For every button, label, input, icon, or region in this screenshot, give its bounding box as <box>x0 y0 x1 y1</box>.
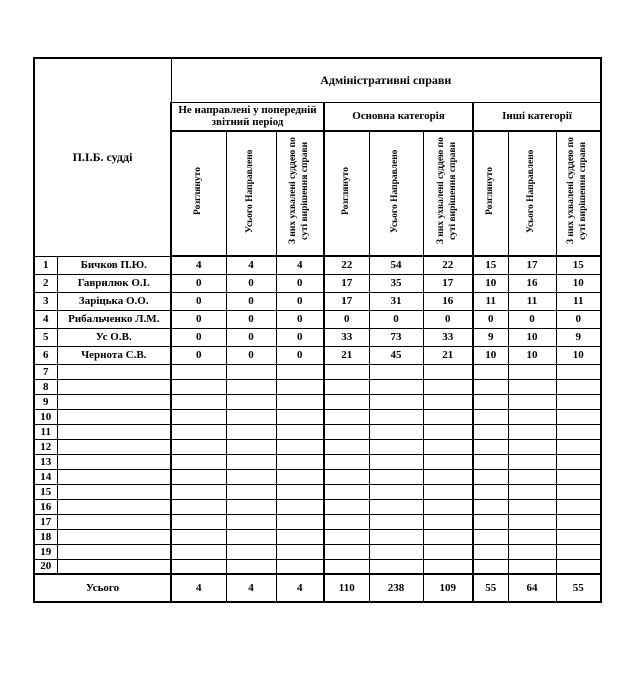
value-cell: 0 <box>276 328 324 346</box>
value-cell <box>473 499 508 514</box>
value-cell <box>556 469 601 484</box>
value-cell <box>473 529 508 544</box>
subcolumn-header-label: Розглянуто <box>340 167 351 215</box>
judge-name <box>57 364 171 379</box>
group-header-not-sent-previous-period: Не направлені у попередній звітний період <box>171 102 324 131</box>
administrative-cases-header: Адміністративні справи <box>171 58 601 102</box>
row-number: 2 <box>34 274 57 292</box>
value-cell <box>473 424 508 439</box>
value-cell <box>276 439 324 454</box>
group-header-main-category: Основна категорія <box>324 102 473 131</box>
subcolumn-header <box>276 131 324 256</box>
value-cell: 0 <box>369 310 423 328</box>
value-cell: 33 <box>423 328 473 346</box>
value-cell: 17 <box>324 292 369 310</box>
value-cell <box>276 394 324 409</box>
value-cell: 22 <box>324 256 369 274</box>
value-cell <box>324 424 369 439</box>
value-cell: 0 <box>473 310 508 328</box>
value-cell: 0 <box>276 346 324 364</box>
table-row <box>34 364 601 379</box>
row-number: 20 <box>34 559 57 574</box>
subcolumn-header <box>473 131 508 256</box>
value-cell <box>423 514 473 529</box>
value-cell <box>423 454 473 469</box>
table-body <box>34 256 601 574</box>
value-cell <box>556 424 601 439</box>
value-cell <box>508 559 556 574</box>
value-cell: 10 <box>556 274 601 292</box>
value-cell <box>473 559 508 574</box>
value-cell <box>171 394 226 409</box>
value-cell: 45 <box>369 346 423 364</box>
value-cell <box>171 484 226 499</box>
value-cell <box>556 544 601 559</box>
value-cell <box>508 424 556 439</box>
row-number: 11 <box>34 424 57 439</box>
value-cell <box>226 469 276 484</box>
value-cell <box>423 439 473 454</box>
value-cell <box>276 424 324 439</box>
value-cell <box>556 454 601 469</box>
value-cell <box>226 364 276 379</box>
value-cell <box>556 484 601 499</box>
value-cell: 0 <box>171 346 226 364</box>
value-cell: 0 <box>276 274 324 292</box>
row-number: 12 <box>34 439 57 454</box>
value-cell <box>423 379 473 394</box>
value-cell <box>226 394 276 409</box>
value-cell: 17 <box>508 256 556 274</box>
judge-name <box>57 454 171 469</box>
subcolumn-header-label: Усього Направлено <box>526 149 537 233</box>
row-number: 17 <box>34 514 57 529</box>
value-cell <box>324 559 369 574</box>
value-cell: 0 <box>226 274 276 292</box>
value-cell: 21 <box>324 346 369 364</box>
total-value-cell: 110 <box>324 574 369 602</box>
value-cell: 0 <box>171 274 226 292</box>
value-cell <box>324 364 369 379</box>
value-cell: 4 <box>171 256 226 274</box>
value-cell <box>508 529 556 544</box>
value-cell <box>423 409 473 424</box>
value-cell <box>171 514 226 529</box>
value-cell <box>508 514 556 529</box>
subcolumn-header <box>556 131 601 256</box>
value-cell <box>226 559 276 574</box>
total-value-cell: 4 <box>171 574 226 602</box>
row-number: 5 <box>34 328 57 346</box>
value-cell <box>423 424 473 439</box>
value-cell <box>423 559 473 574</box>
table-row <box>34 514 601 529</box>
value-cell: 0 <box>508 310 556 328</box>
total-row <box>34 574 601 602</box>
total-value-cell: 55 <box>556 574 601 602</box>
table-footer <box>34 574 601 602</box>
value-cell <box>473 454 508 469</box>
value-cell <box>171 469 226 484</box>
value-cell <box>423 364 473 379</box>
value-cell: 16 <box>423 292 473 310</box>
value-cell: 15 <box>473 256 508 274</box>
subcolumn-header <box>324 131 369 256</box>
value-cell <box>369 424 423 439</box>
value-cell <box>171 424 226 439</box>
table-row <box>34 256 601 274</box>
row-number: 4 <box>34 310 57 328</box>
table-row <box>34 499 601 514</box>
value-cell <box>171 409 226 424</box>
value-cell <box>556 559 601 574</box>
value-cell: 15 <box>556 256 601 274</box>
row-number: 7 <box>34 364 57 379</box>
row-number: 3 <box>34 292 57 310</box>
judge-name: Ус О.В. <box>57 328 171 346</box>
judge-name <box>57 529 171 544</box>
value-cell <box>324 469 369 484</box>
judge-name <box>57 394 171 409</box>
judge-name <box>57 514 171 529</box>
value-cell: 0 <box>171 328 226 346</box>
value-cell <box>171 454 226 469</box>
value-cell <box>226 499 276 514</box>
value-cell <box>276 379 324 394</box>
row-number: 14 <box>34 469 57 484</box>
value-cell <box>226 424 276 439</box>
table-row <box>34 346 601 364</box>
value-cell <box>508 544 556 559</box>
value-cell: 10 <box>556 346 601 364</box>
value-cell <box>473 439 508 454</box>
subcolumn-header-label: З них ухвалені суддею по суті вирішення справи <box>287 137 310 245</box>
value-cell <box>276 469 324 484</box>
value-cell: 4 <box>276 256 324 274</box>
value-cell <box>276 409 324 424</box>
value-cell <box>226 409 276 424</box>
value-cell <box>226 529 276 544</box>
value-cell <box>324 499 369 514</box>
value-cell <box>556 439 601 454</box>
judge-name: Бичков П.Ю. <box>57 256 171 274</box>
table-row <box>34 544 601 559</box>
value-cell: 0 <box>171 310 226 328</box>
value-cell <box>171 439 226 454</box>
value-cell <box>508 439 556 454</box>
judge-name: Рибальченко Л.М. <box>57 310 171 328</box>
table-row <box>34 310 601 328</box>
value-cell <box>369 544 423 559</box>
group-header-other-categories: Інші категорії <box>473 102 601 131</box>
value-cell <box>171 544 226 559</box>
table-row <box>34 394 601 409</box>
row-number: 15 <box>34 484 57 499</box>
value-cell: 11 <box>508 292 556 310</box>
subcolumn-header <box>369 131 423 256</box>
value-cell: 54 <box>369 256 423 274</box>
value-cell <box>369 364 423 379</box>
value-cell: 31 <box>369 292 423 310</box>
subcolumn-header <box>508 131 556 256</box>
value-cell: 0 <box>276 310 324 328</box>
value-cell <box>369 409 423 424</box>
judge-name <box>57 379 171 394</box>
value-cell <box>369 559 423 574</box>
value-cell <box>556 529 601 544</box>
value-cell <box>423 484 473 499</box>
value-cell: 11 <box>556 292 601 310</box>
value-cell <box>556 394 601 409</box>
value-cell <box>473 364 508 379</box>
value-cell <box>556 409 601 424</box>
judge-name <box>57 484 171 499</box>
value-cell: 9 <box>556 328 601 346</box>
table-row <box>34 559 601 574</box>
value-cell <box>276 499 324 514</box>
value-cell <box>324 439 369 454</box>
row-number: 13 <box>34 454 57 469</box>
value-cell <box>324 544 369 559</box>
judge-name: Чернота С.В. <box>57 346 171 364</box>
table-row <box>34 292 601 310</box>
value-cell <box>556 514 601 529</box>
judge-name-column-header: П.І.Б. судді <box>34 58 171 256</box>
value-cell <box>508 484 556 499</box>
judge-name <box>57 439 171 454</box>
value-cell <box>423 499 473 514</box>
value-cell: 73 <box>369 328 423 346</box>
value-cell: 10 <box>508 346 556 364</box>
value-cell <box>369 514 423 529</box>
table-row <box>34 424 601 439</box>
row-number: 16 <box>34 499 57 514</box>
total-value-cell: 238 <box>369 574 423 602</box>
value-cell <box>556 499 601 514</box>
table-row <box>34 439 601 454</box>
subcolumn-header-label: Розглянуто <box>192 167 203 215</box>
subcolumn-header-label: З них ухвалені суддею по суті вирішення справи <box>435 137 458 245</box>
value-cell <box>473 409 508 424</box>
value-cell <box>508 454 556 469</box>
table-row <box>34 274 601 292</box>
value-cell <box>369 454 423 469</box>
value-cell <box>226 454 276 469</box>
value-cell <box>276 514 324 529</box>
value-cell <box>324 484 369 499</box>
value-cell <box>324 514 369 529</box>
subcolumn-header-label: Усього Направлено <box>245 149 256 233</box>
table-row <box>34 469 601 484</box>
value-cell <box>508 409 556 424</box>
row-number: 18 <box>34 529 57 544</box>
judge-name: Гаврилюк О.І. <box>57 274 171 292</box>
value-cell: 0 <box>324 310 369 328</box>
value-cell: 17 <box>324 274 369 292</box>
value-cell <box>369 394 423 409</box>
value-cell <box>556 364 601 379</box>
value-cell: 0 <box>226 310 276 328</box>
value-cell <box>226 439 276 454</box>
value-cell <box>423 394 473 409</box>
value-cell: 0 <box>276 292 324 310</box>
row-number: 6 <box>34 346 57 364</box>
value-cell: 21 <box>423 346 473 364</box>
table-row <box>34 328 601 346</box>
value-cell <box>324 529 369 544</box>
value-cell <box>369 484 423 499</box>
value-cell <box>171 364 226 379</box>
value-cell <box>324 409 369 424</box>
subcolumn-header <box>226 131 276 256</box>
judge-name <box>57 544 171 559</box>
value-cell <box>473 484 508 499</box>
value-cell <box>171 379 226 394</box>
value-cell <box>276 559 324 574</box>
value-cell <box>276 364 324 379</box>
value-cell <box>226 379 276 394</box>
value-cell <box>171 559 226 574</box>
value-cell <box>226 544 276 559</box>
value-cell <box>473 379 508 394</box>
table-row <box>34 454 601 469</box>
judge-name <box>57 499 171 514</box>
value-cell <box>276 454 324 469</box>
total-value-cell: 55 <box>473 574 508 602</box>
value-cell <box>369 439 423 454</box>
value-cell <box>226 484 276 499</box>
value-cell <box>324 454 369 469</box>
table-row <box>34 484 601 499</box>
value-cell <box>508 499 556 514</box>
total-label: Усього <box>34 574 171 602</box>
subcolumn-header-label: З них ухвалені суддею по суті вирішення справи <box>566 137 589 245</box>
value-cell <box>171 499 226 514</box>
value-cell <box>423 469 473 484</box>
value-cell <box>508 394 556 409</box>
value-cell <box>369 469 423 484</box>
value-cell <box>276 484 324 499</box>
value-cell <box>508 379 556 394</box>
value-cell: 35 <box>369 274 423 292</box>
value-cell <box>226 514 276 529</box>
value-cell: 10 <box>473 274 508 292</box>
value-cell: 10 <box>508 328 556 346</box>
value-cell <box>473 394 508 409</box>
row-number: 9 <box>34 394 57 409</box>
value-cell: 22 <box>423 256 473 274</box>
subcolumn-header-label: Усього Направлено <box>390 149 401 233</box>
value-cell: 4 <box>226 256 276 274</box>
judge-name <box>57 424 171 439</box>
value-cell: 33 <box>324 328 369 346</box>
value-cell <box>171 529 226 544</box>
total-value-cell: 109 <box>423 574 473 602</box>
value-cell: 17 <box>423 274 473 292</box>
subcolumn-header <box>423 131 473 256</box>
table-row <box>34 529 601 544</box>
table-header <box>34 58 601 256</box>
judge-name <box>57 409 171 424</box>
total-value-cell: 4 <box>226 574 276 602</box>
judge-name <box>57 469 171 484</box>
value-cell <box>423 544 473 559</box>
value-cell: 10 <box>473 346 508 364</box>
subcolumn-header-label: Розглянуто <box>484 167 495 215</box>
value-cell <box>324 394 369 409</box>
row-number: 8 <box>34 379 57 394</box>
value-cell: 0 <box>226 328 276 346</box>
judge-name: Заріцька О.О. <box>57 292 171 310</box>
value-cell <box>473 514 508 529</box>
value-cell: 0 <box>226 292 276 310</box>
row-number: 1 <box>34 256 57 274</box>
value-cell: 0 <box>226 346 276 364</box>
value-cell: 0 <box>171 292 226 310</box>
value-cell <box>276 544 324 559</box>
value-cell <box>324 379 369 394</box>
table-row <box>34 409 601 424</box>
value-cell: 9 <box>473 328 508 346</box>
report-table <box>33 57 602 603</box>
value-cell <box>508 469 556 484</box>
value-cell <box>369 379 423 394</box>
value-cell: 0 <box>556 310 601 328</box>
value-cell <box>423 529 473 544</box>
value-cell: 16 <box>508 274 556 292</box>
value-cell <box>276 529 324 544</box>
table-row <box>34 379 601 394</box>
row-number: 10 <box>34 409 57 424</box>
total-value-cell: 4 <box>276 574 324 602</box>
value-cell <box>508 364 556 379</box>
value-cell <box>556 379 601 394</box>
subcolumn-header <box>171 131 226 256</box>
header-row-top <box>34 58 601 102</box>
value-cell <box>473 469 508 484</box>
judge-name <box>57 559 171 574</box>
value-cell <box>369 499 423 514</box>
value-cell: 11 <box>473 292 508 310</box>
value-cell <box>473 544 508 559</box>
value-cell <box>369 529 423 544</box>
total-value-cell: 64 <box>508 574 556 602</box>
row-number: 19 <box>34 544 57 559</box>
value-cell: 0 <box>423 310 473 328</box>
